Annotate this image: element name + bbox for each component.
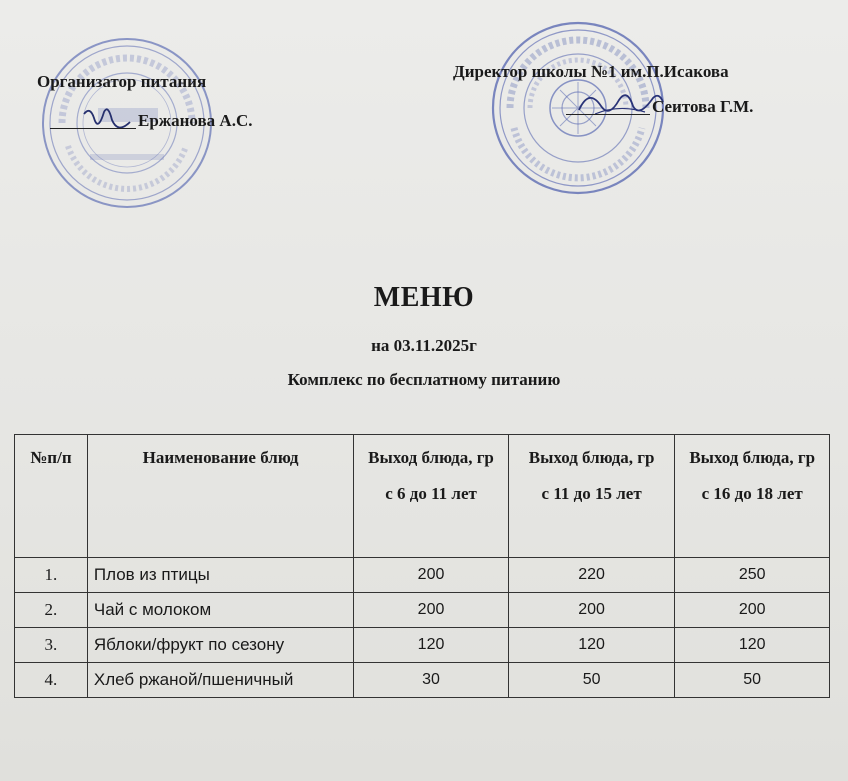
yield-6-11: 30 [354, 663, 509, 698]
yield-11-15: 120 [508, 628, 675, 663]
header-yield-11-15-label: Выход блюда, гр [528, 448, 655, 467]
table-row [15, 663, 830, 698]
table-row [15, 593, 830, 628]
director-title: Директор школы №1 им.П.Исакова [453, 62, 729, 81]
yield-11-15: 220 [508, 558, 675, 593]
row-number: 1. [15, 558, 88, 593]
menu-table [14, 434, 830, 698]
menu-title: МЕНЮ [373, 282, 475, 313]
row-number: 2. [15, 593, 88, 628]
row-number: 4. [15, 663, 88, 698]
dish-name: Хлеб ржаной/пшеничный [87, 663, 353, 698]
table-row [15, 628, 830, 663]
director-signature-line [566, 114, 650, 115]
header-num: №п/п [15, 435, 88, 558]
header-age-6-11: с 6 до 11 лет [385, 484, 477, 503]
organizer-name: Ержанова А.С. [138, 111, 253, 130]
header-dish-name: Наименование блюд [87, 435, 353, 558]
dish-name: Чай с молоком [87, 593, 353, 628]
header-yield-16-18 [675, 435, 830, 558]
organizer-title: Организатор питания [37, 72, 207, 91]
dish-name: Плов из птицы [87, 558, 353, 593]
yield-16-18: 50 [675, 663, 830, 698]
header-yield-16-18-label: Выход блюда, гр [689, 448, 816, 467]
yield-11-15: 50 [508, 663, 675, 698]
yield-16-18: 120 [675, 628, 830, 663]
yield-6-11: 120 [354, 628, 509, 663]
dish-name: Яблоки/фрукт по сезону [87, 628, 353, 663]
row-number: 3. [15, 628, 88, 663]
header-age-16-18: с 16 до 18 лет [701, 484, 803, 503]
header-yield-6-11-label: Выход блюда, гр [368, 448, 494, 467]
yield-11-15: 200 [508, 593, 675, 628]
director-name: Сеитова Г.М. [652, 97, 754, 116]
header-yield-6-11 [354, 435, 509, 558]
yield-6-11: 200 [354, 558, 509, 593]
organizer-signature-line [50, 128, 136, 129]
menu-subtitle: Комплекс по бесплатному питанию [287, 370, 561, 389]
header-age-11-15: с 11 до 15 лет [541, 484, 642, 503]
yield-6-11: 200 [354, 593, 509, 628]
header-yield-11-15 [508, 435, 675, 558]
table-header-row [15, 435, 830, 558]
table-row [15, 558, 830, 593]
yield-16-18: 250 [675, 558, 830, 593]
menu-date: на 03.11.2025г [371, 336, 477, 355]
yield-16-18: 200 [675, 593, 830, 628]
